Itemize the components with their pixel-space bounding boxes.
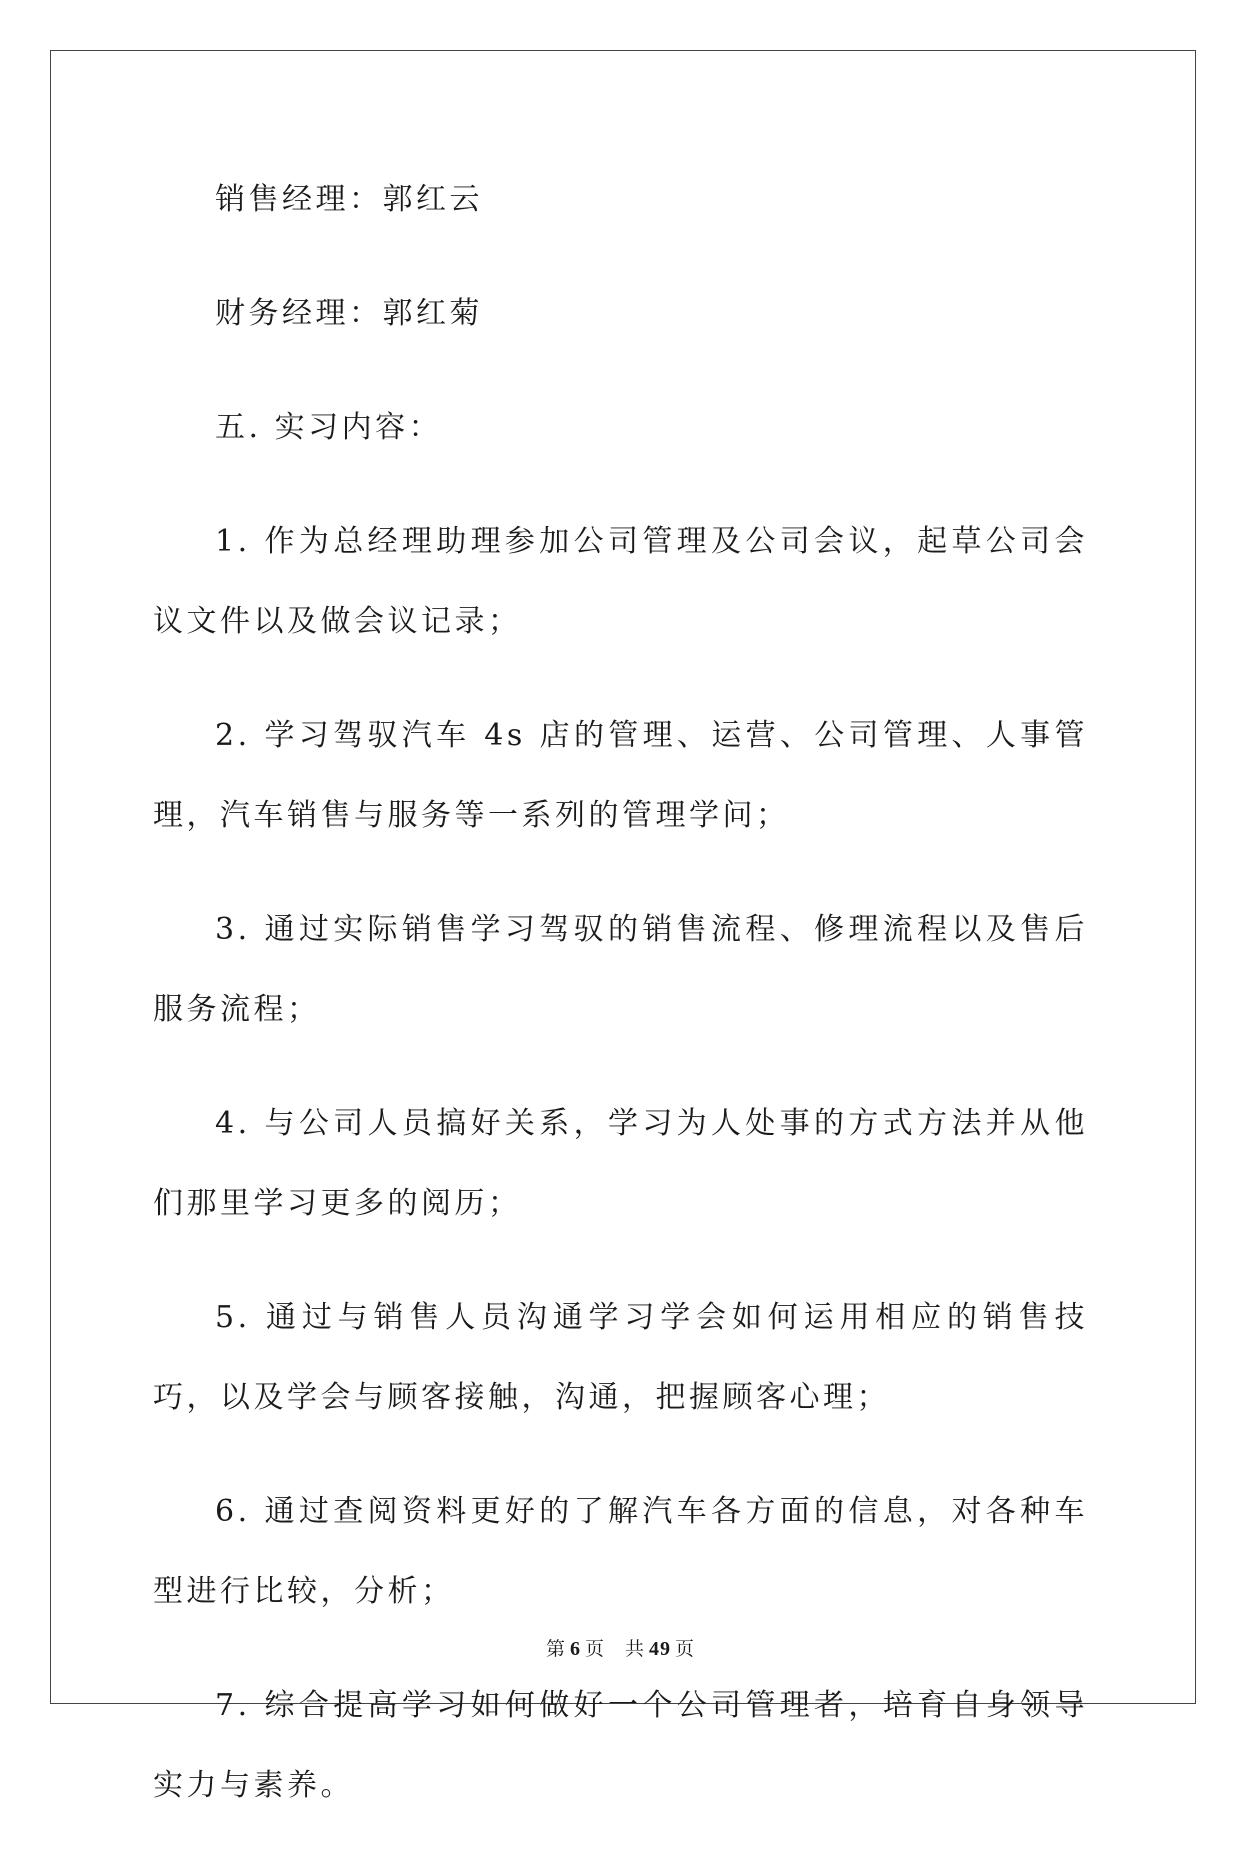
list-item: 6. 通过查阅资料更好的了解汽车各方面的信息，对各种车型进行比较，分析； [153,1494,1088,1609]
total-page-number: 49 [649,1638,672,1660]
list-item: 7. 综合提高学习如何做好一个公司管理者，培育自身领导实力与素养。 [153,1688,1088,1803]
list-item: 2. 学习驾驭汽车 4s 店的管理、运营、公司管理、人事管理，汽车销售与服务等一系列的管理学问； [153,718,1088,833]
list-item: 5. 通过与销售人员沟通学习学会如何运用相应的销售技巧，以及学会与顾客接触，沟通，把握顾客心理； [153,1300,1088,1415]
list-item: 1. 作为总经理助理参加公司管理及公司会议，起草公司会议文件以及做会议记录； [153,524,1088,639]
paragraph-sales-manager: 销售经理：郭红云 [215,182,483,217]
page-footer [0,1634,1241,1661]
paragraph-finance-manager: 财务经理：郭红菊 [215,296,483,331]
list-item: 3. 通过实际销售学习驾驭的销售流程、修理流程以及售后服务流程； [153,912,1088,1027]
footer-page-word: 页 [584,1638,605,1660]
footer-total-prefix: 共 [625,1638,646,1660]
current-page-number: 6 [569,1638,581,1660]
footer-prefix: 第 [545,1638,566,1660]
list-item: 4. 与公司人员搞好关系，学习为人处事的方式方法并从他们那里学习更多的阅历； [153,1106,1088,1221]
document-body [153,160,1088,1860]
section-heading-internship-content: 五. 实习内容： [215,410,443,445]
footer-total-suffix: 页 [675,1638,696,1660]
